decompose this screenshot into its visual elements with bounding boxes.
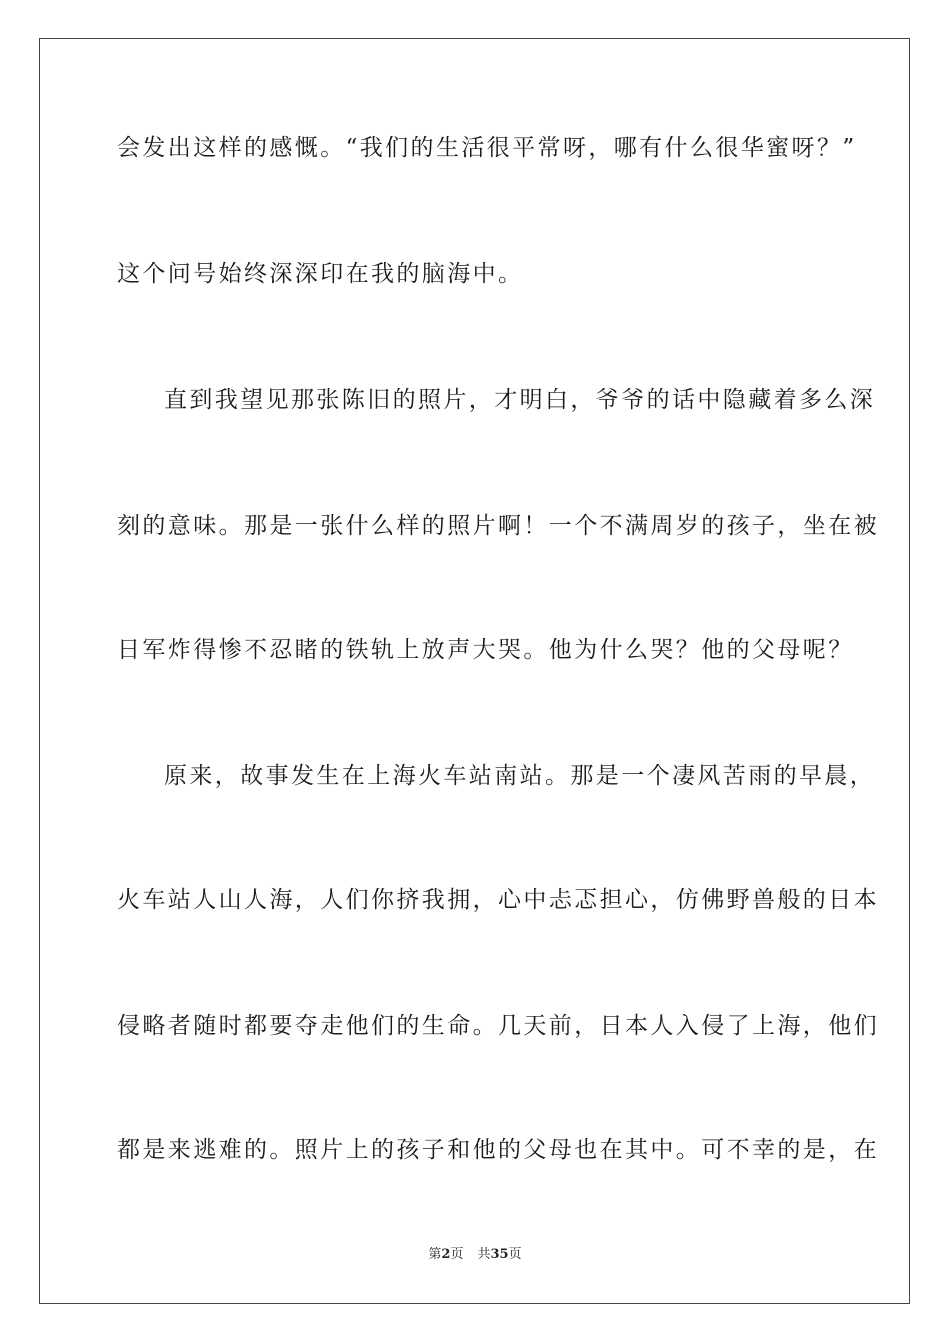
page-number: 2 xyxy=(441,1247,451,1262)
page-suffix: 页 xyxy=(450,1247,464,1262)
body-line-5: 日军炸得惨不忍睹的铁轨上放声大哭。他为什么哭？他的父母呢？ xyxy=(117,637,854,663)
page-footer xyxy=(0,1246,950,1264)
page-prefix: 第 xyxy=(428,1247,442,1262)
body-line-1: 会发出这样的感慨。“我们的生活很平常呀，哪有什么很华蜜呀？” xyxy=(117,135,857,161)
page-frame xyxy=(39,38,910,1304)
body-line-8: 侵略者随时都要夺走他们的生命。几天前，日本人入侵了上海，他们 xyxy=(117,1013,879,1039)
body-line-4: 刻的意味。那是一张什么样的照片啊！一个不满周岁的孩子，坐在被 xyxy=(117,513,879,539)
body-line-2: 这个问号始终深深印在我的脑海中。 xyxy=(117,261,524,287)
total-suffix: 页 xyxy=(508,1247,522,1262)
body-line-7: 火车站人山人海，人们你挤我拥，心中忐忑担心，仿佛野兽般的日本 xyxy=(117,887,879,913)
body-line-3: 直到我望见那张陈旧的照片，才明白，爷爷的话中隐藏着多么深 xyxy=(164,387,876,413)
total-prefix: 共 xyxy=(477,1247,491,1262)
total-pages: 35 xyxy=(490,1247,509,1262)
body-line-6: 原来，故事发生在上海火车站南站。那是一个凄风苦雨的早晨， xyxy=(164,763,876,789)
body-line-9: 都是来逃难的。照片上的孩子和他的父母也在其中。可不幸的是，在 xyxy=(117,1137,879,1163)
